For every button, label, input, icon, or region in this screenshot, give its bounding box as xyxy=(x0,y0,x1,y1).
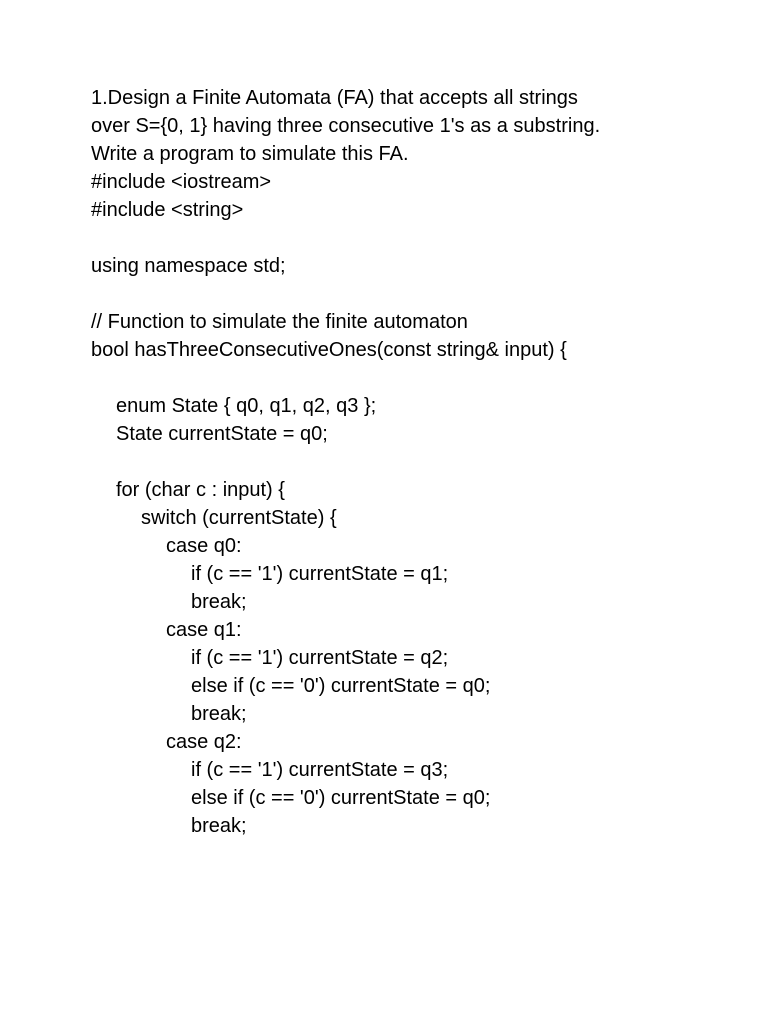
code-switch: switch (currentState) { xyxy=(141,507,337,529)
code-case-q0: case q0: xyxy=(166,535,242,557)
code-using-namespace: using namespace std; xyxy=(91,255,286,277)
blank-line xyxy=(91,364,751,392)
code-q1-else: else if (c == '0') currentState = q0; xyxy=(191,675,491,697)
code-q2-else: else if (c == '0') currentState = q0; xyxy=(191,787,491,809)
code-q0-break: break; xyxy=(191,591,247,613)
question-line-2: over S={0, 1} having three consecutive 1's as a substring. xyxy=(91,115,601,137)
code-function-signature: bool hasThreeConsecutiveOnes(const string& input) { xyxy=(91,339,567,361)
blank-line xyxy=(91,448,751,476)
code-q0-if: if (c == '1') currentState = q1; xyxy=(191,563,449,585)
code-include-string: #include <string> xyxy=(91,199,244,221)
code-include-iostream: #include <iostream> xyxy=(91,171,272,193)
code-case-q1: case q1: xyxy=(166,619,242,641)
code-q2-if: if (c == '1') currentState = q3; xyxy=(191,759,449,781)
blank-line xyxy=(91,280,751,308)
code-for-loop: for (char c : input) { xyxy=(116,479,285,501)
blank-line xyxy=(91,224,751,252)
code-enum-decl: enum State { q0, q1, q2, q3 }; xyxy=(116,395,377,417)
question-line-3: Write a program to simulate this FA. xyxy=(91,143,409,165)
document-body xyxy=(91,84,751,840)
code-state-decl: State currentState = q0; xyxy=(116,423,328,445)
code-case-q2: case q2: xyxy=(166,731,242,753)
code-comment: // Function to simulate the finite automaton xyxy=(91,311,468,333)
question-line-1: 1.Design a Finite Automata (FA) that accepts all strings xyxy=(91,87,578,109)
code-q1-break: break; xyxy=(191,703,247,725)
code-q2-break: break; xyxy=(191,815,247,837)
code-q1-if: if (c == '1') currentState = q2; xyxy=(191,647,449,669)
